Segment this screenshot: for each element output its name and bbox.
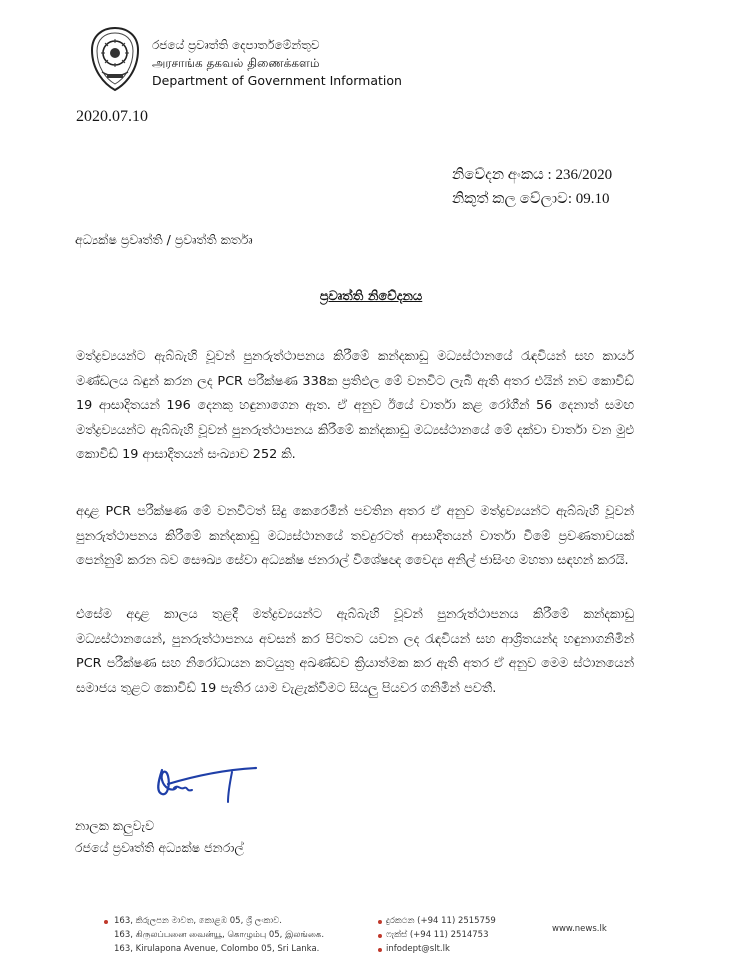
release-reference-block	[452, 163, 682, 211]
sri-lanka-emblem-icon	[88, 26, 142, 92]
footer-address-sinhala: 163, කිරුලපන මාවත, කොළඹ 05, ශ්‍රී ලංකාව.	[114, 916, 282, 926]
department-name-english: Department of Government Information	[152, 73, 402, 88]
department-name-block	[152, 36, 452, 90]
signatory-title: රජයේ ප්‍රවෘත්ති අධ්‍යක්ෂ ජනරාල්	[75, 840, 244, 855]
bullet-icon	[104, 920, 108, 924]
footer-address	[114, 914, 374, 956]
bullet-icon	[378, 934, 382, 938]
footer-address-tamil: 163, கிருலப்பனை வைன்யூ, கொழும்பு 05, இலங்கை.	[114, 930, 325, 940]
department-name-sinhala: රජයේ ප්‍රවෘත්ති දෙපාර්තමේන්තුව	[152, 38, 320, 52]
footer-website: www.news.lk	[552, 924, 607, 934]
addressee-line: අධ්‍යක්ෂ ප්‍රවෘත්ති / ප්‍රවෘත්ති කර්තෘ	[75, 232, 253, 247]
body-paragraph-1: මත්ද්‍රව්‍යයන්ට ඇබ්බැහි වූවන් පුනරුත්ථාපනය කිරීමේ කන්දකාඩු මධ්‍යස්ථානයේ රැඳවියන් සහ කාර්ය මණ්ඩලය බඳුන් කරන ලද PCR පරීක්ෂණ 338ක ප්‍රතිඵල මේ වනවිට ලැබී ඇති අතර එයින් නව කොවිඩ් 19 ආසාදිතයන් 196 දෙනකු හඳුනාගෙන ඇත. ඒ අනුව ඊයේ වාර්තා කළ රෝගීන් 56 දෙනාත් සමඟ මත්ද්‍රව්‍යයන්ට ඇබ්බැහි වූවන් පුනරුත්ථාපනය කිරීමේ කන්දකාඩු මධ්‍යස්ථානයේ මේ දක්වා වාර්තා වන මුළු කොවිඩ් 19 ආසාදිතයන් සංඛ්‍යාව 252 කි.	[76, 349, 634, 462]
handwritten-signature	[148, 748, 268, 808]
signatory-name: නාලක කලුවැව	[75, 818, 155, 833]
footer-email: infodept@slt.lk	[386, 944, 450, 954]
release-number: නිවේදන අංකය : 236/2020	[452, 167, 613, 183]
bullet-icon	[378, 948, 382, 952]
footer-fax: ෆැක්ස් (+94 11) 2514753	[386, 930, 489, 940]
department-name-tamil: அரசாங்க தகவல் திணைக்களம்	[152, 56, 320, 70]
document-heading	[0, 285, 742, 304]
release-time: නිකුත් කල වේලාව: 09.10	[452, 191, 610, 207]
signatory-block	[75, 815, 244, 859]
footer-address-english: 163, Kirulapona Avenue, Colombo 05, Sri Lanka.	[114, 944, 320, 954]
footer-phone: දුරකථන (+94 11) 2515759	[386, 916, 496, 926]
bullet-icon	[378, 920, 382, 924]
release-date: 2020.07.10	[76, 108, 148, 125]
document-heading-text: ප්‍රවෘත්ති නිවේදනය	[319, 289, 423, 304]
body-paragraph-3: එසේම අදාළ කාලය තුළදී මත්ද්‍රව්‍යයන්ට ඇබ්බැහි වූවන් පුනරුත්ථාපනය කිරීමේ කන්දකාඩු මධ්‍යස්ථානයෙන්, පුනරුත්ථාපනය අවසන් කර පිටතට යවන ලද රැඳවියන් සහ ආශ්‍රිතයන්ද හඳුනාගනිමින් PCR පරීක්ෂණ සහ නිරෝධායන කටයුතු අඛණ්ඩව ක්‍රියාත්මක කර ඇති අතර ඒ අනුව මෙම ස්ථානයෙන් සමාජය තුළට කොවිඩ් 19 පැතිර යාම වැළැක්වීමට සියලු පියවර ගනිමින් පවතී.	[76, 607, 634, 696]
footer-contact	[386, 914, 546, 956]
body-paragraph-2: අදාළ PCR පරීක්ෂණ මේ වනවිටත් සිදු කෙරෙමින් පවතින අතර ඒ අනුව මත්ද්‍රව්‍යයන්ට ඇබ්බැහි වූවන් පුනරුත්ථාපනය කිරීමේ කන්දකාඩු මධ්‍යස්ථානයේ තවදුරටත් ආසාදිතයන් වාර්තා වීමේ ප්‍රවණතාවයක් පෙන්නුම් කරන බව සෞඛ්‍ය සේවා අධ්‍යක්ෂ ජනරාල් විශේෂඥ වෛද්‍ය අනිල් ජාසිංහ මහතා සඳහන් කරයි.	[76, 504, 634, 568]
